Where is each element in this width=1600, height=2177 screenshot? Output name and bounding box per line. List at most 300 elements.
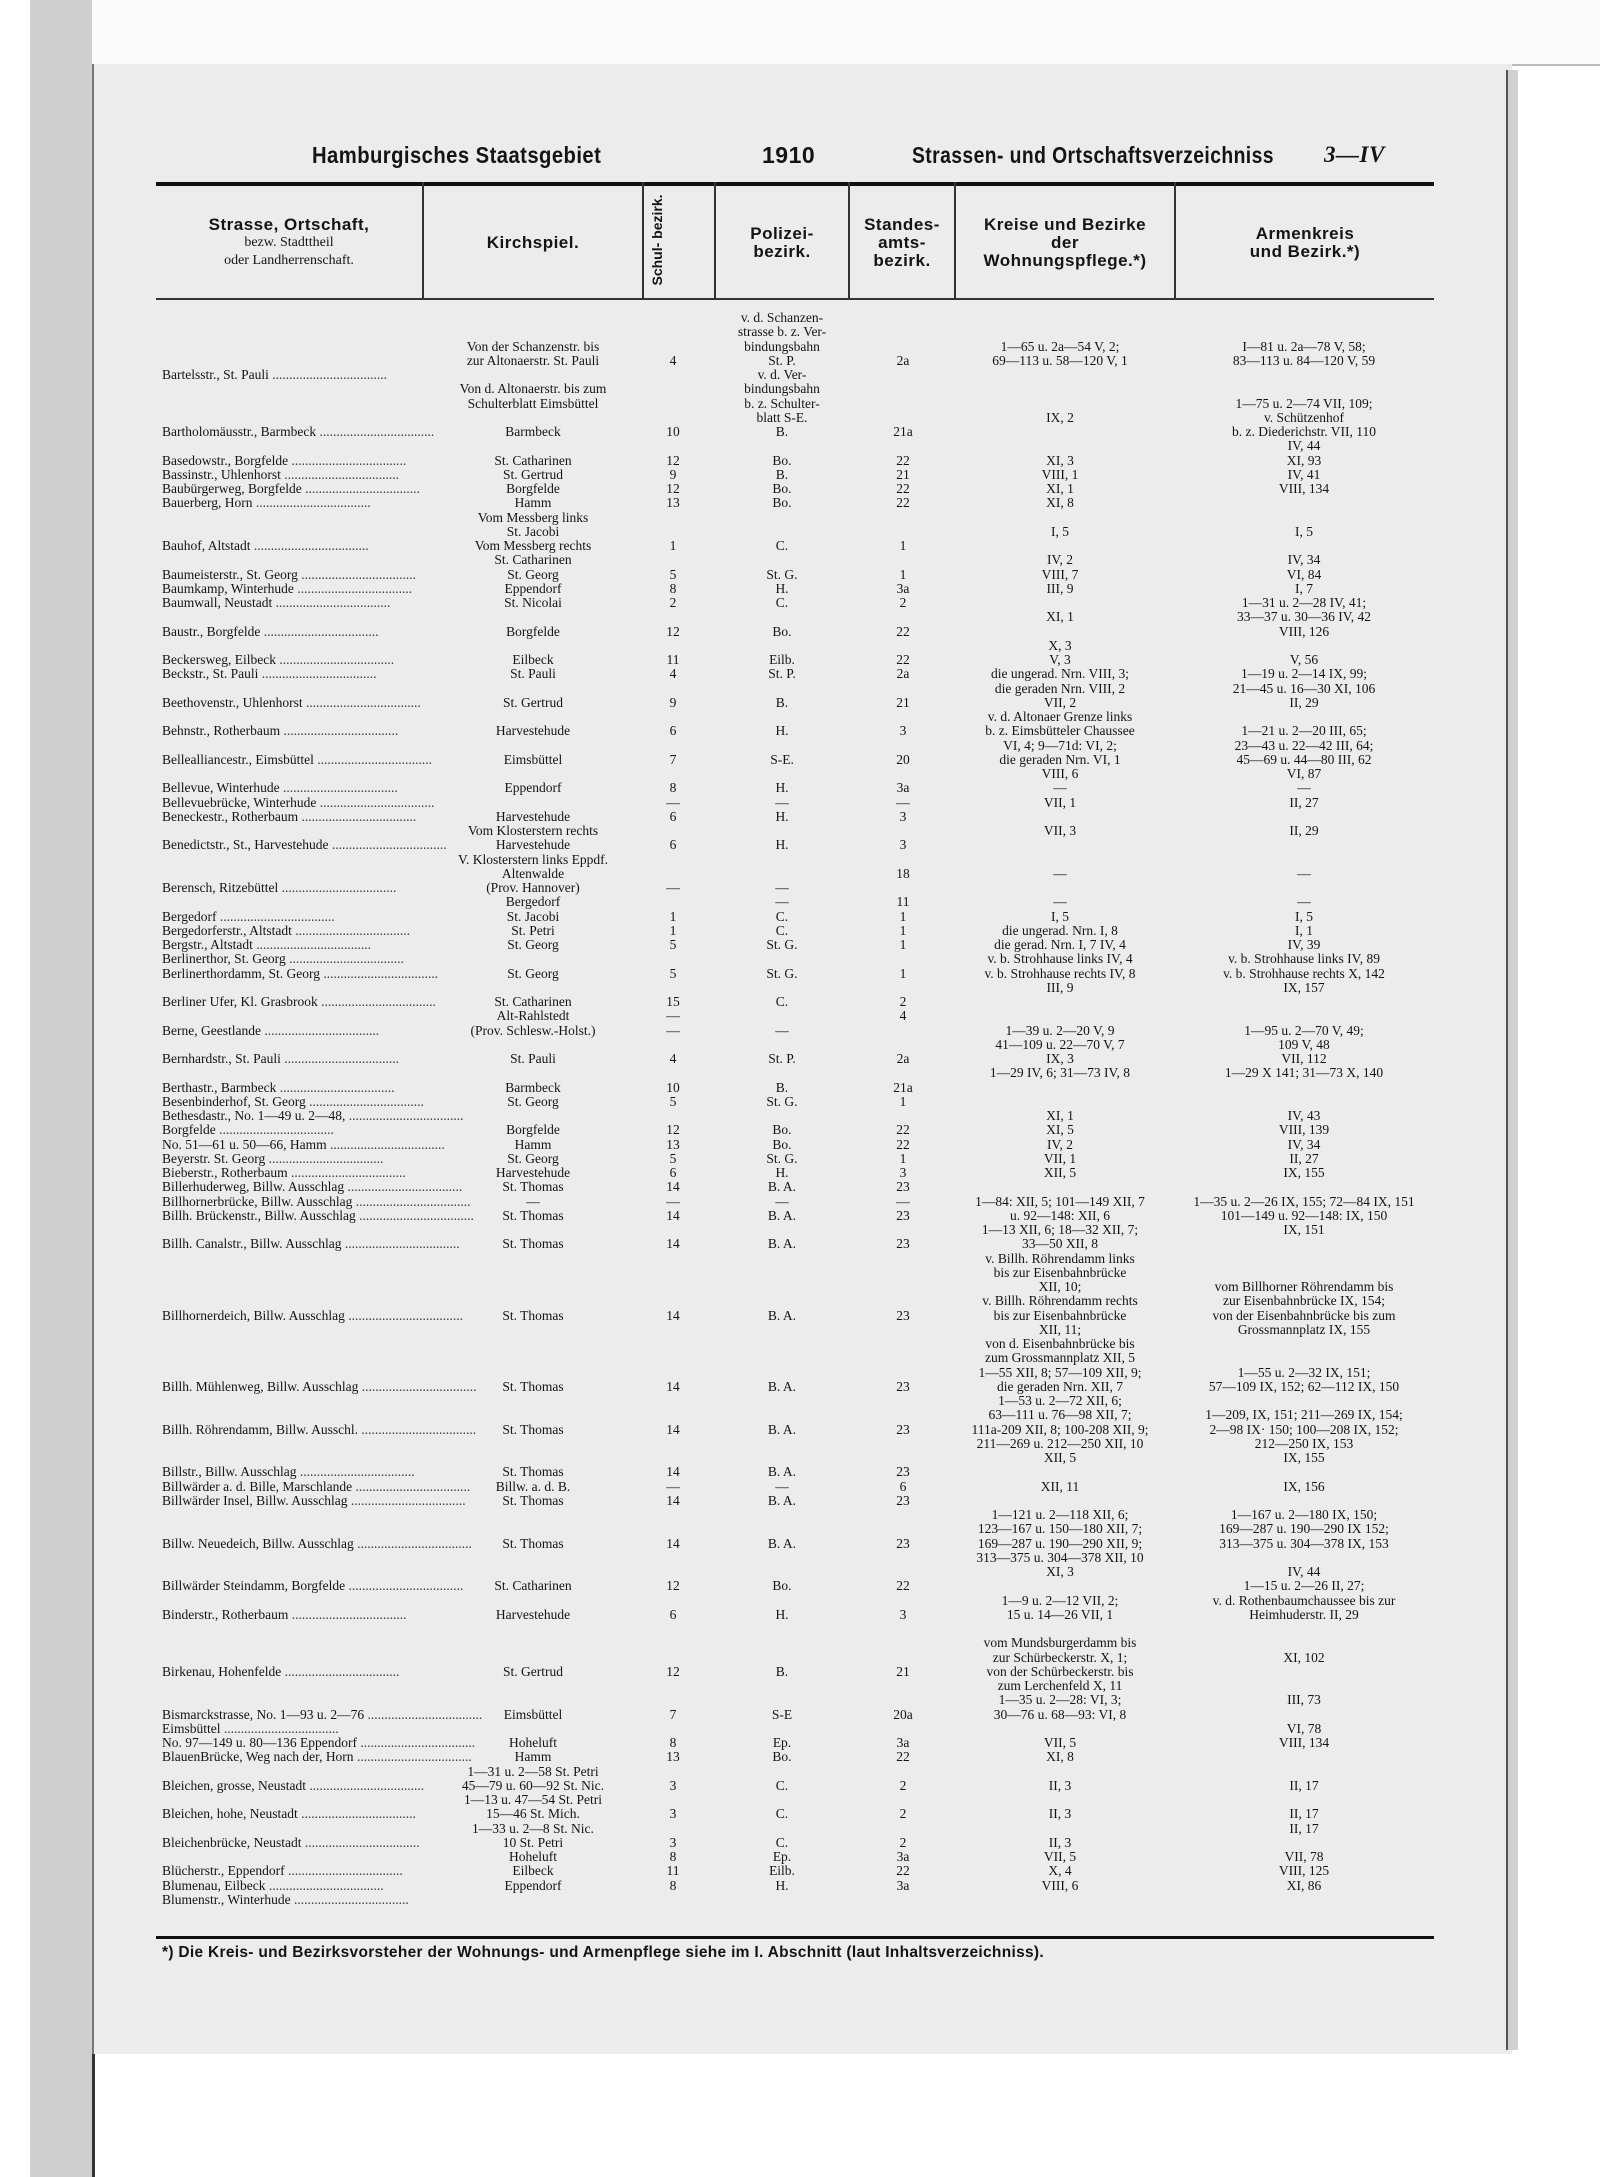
cell-wohnungspflege: — bbox=[1053, 780, 1067, 796]
cell-street: Baustr., Borgfelde .................................. bbox=[162, 623, 379, 639]
cell-wohnungspflege: v. b. Strohhause links IV, 4 bbox=[987, 951, 1133, 967]
col-schul-title: Schul- bezirk. bbox=[649, 194, 665, 286]
cell-schulbezirk: 10 bbox=[666, 1079, 680, 1095]
cell-wohnungspflege: XI, 3 bbox=[1046, 1564, 1074, 1579]
col-kirchspiel-title: Kirchspiel. bbox=[486, 233, 580, 252]
cell-wohnungspflege: 1—55 XII, 8; 57—109 XII, 9; bbox=[978, 1364, 1142, 1380]
cell-wohnungspflege: u. 92—148: XII, 6 bbox=[1009, 1207, 1111, 1223]
cell-standesamt: 23 bbox=[896, 1421, 910, 1437]
cell-polizeibezirk: H. bbox=[775, 580, 789, 596]
cell-wohnungspflege: die geraden Nrn. VI, 1 bbox=[999, 751, 1121, 767]
cell-kirchspiel: St. Thomas bbox=[502, 1307, 564, 1323]
cell-standesamt: 22 bbox=[896, 1578, 910, 1594]
cell-kirchspiel: Vom Klosterstern rechts bbox=[467, 823, 599, 838]
cell-armenkreis: 1—29 X 141; 31—73 X, 140 bbox=[1224, 1065, 1384, 1081]
cell-polizeibezirk: Bo. bbox=[772, 1578, 792, 1594]
cell-schulbezirk: 2 bbox=[669, 595, 677, 610]
cell-kirchspiel: St. Jacobi bbox=[506, 908, 560, 924]
cell-wohnungspflege: XII, 10; bbox=[1038, 1279, 1082, 1294]
col-divider bbox=[422, 182, 424, 298]
cell-standesamt: 23 bbox=[896, 1179, 910, 1195]
cell-armenkreis: II, 27 bbox=[1289, 794, 1319, 810]
cell-wohnungspflege: 63—111 u. 76—98 XII, 7; bbox=[988, 1407, 1132, 1423]
cell-wohnungspflege: XI, 1 bbox=[1046, 609, 1074, 625]
leader-dots: .................................. bbox=[252, 937, 372, 952]
cell-wohnungspflege: von der Schürbeckerstr. bis bbox=[986, 1663, 1134, 1679]
cell-street: Bleichen, grosse, Neustadt .................................. bbox=[162, 1777, 425, 1793]
leader-dots: .................................. bbox=[220, 1720, 339, 1736]
cell-standesamt: 23 bbox=[896, 1464, 910, 1480]
leader-dots: .................................. bbox=[288, 1606, 407, 1622]
cell-kirchspiel: St. Pauli bbox=[510, 666, 556, 682]
cell-street: Benedictstr., St., Harvestehude .................................. bbox=[162, 837, 447, 853]
cell-polizeibezirk: C. bbox=[775, 595, 789, 610]
cell-standesamt: 4 bbox=[899, 1008, 907, 1024]
cell-kirchspiel: St. Petri bbox=[511, 922, 555, 938]
cell-wohnungspflege: IX, 3 bbox=[1046, 1051, 1074, 1066]
cell-schulbezirk: 12 bbox=[666, 452, 680, 468]
cell-schulbezirk: 3 bbox=[669, 1777, 677, 1793]
cell-kirchspiel: St. Catharinen bbox=[494, 552, 572, 568]
col-armen-line1: Armenkreis bbox=[1255, 224, 1355, 243]
header-left-title: Hamburgisches Staatsgebiet bbox=[312, 142, 602, 168]
cell-armenkreis: II, 29 bbox=[1289, 823, 1319, 838]
cell-wohnungspflege: VIII, 6 bbox=[1041, 766, 1079, 781]
cell-schulbezirk: 14 bbox=[666, 1207, 680, 1223]
cell-kirchspiel: St. Thomas bbox=[502, 1236, 564, 1252]
cell-polizeibezirk: S-E bbox=[771, 1706, 793, 1722]
scan-margin-top bbox=[92, 0, 1600, 66]
cell-kirchspiel: St. Georg bbox=[507, 965, 559, 981]
cell-kirchspiel: St. Georg bbox=[507, 1093, 559, 1109]
cell-schulbezirk: — bbox=[666, 880, 680, 895]
cell-wohnungspflege: 41—109 u. 22—70 V, 7 bbox=[995, 1036, 1125, 1052]
cell-street: Bauhof, Altstadt .................................. bbox=[162, 538, 369, 553]
col-header-street bbox=[156, 188, 422, 298]
cell-armenkreis: VIII, 125 bbox=[1278, 1863, 1330, 1879]
cell-street: Billw. Neuedeich, Billw. Ausschlag .................................. bbox=[162, 1535, 472, 1551]
col-header-kreise bbox=[956, 188, 1174, 298]
cell-wohnungspflege: vom Mundsburgerdamm bis bbox=[983, 1635, 1137, 1651]
cell-wohnungspflege: 1—65 u. 2a—54 V, 2; bbox=[1000, 338, 1120, 354]
cell-armenkreis: VIII, 134 bbox=[1278, 1735, 1330, 1750]
cell-wohnungspflege: II, 3 bbox=[1048, 1834, 1072, 1850]
leader-dots: .................................. bbox=[265, 1877, 384, 1893]
cell-armenkreis: b. z. Diederichstr. VII, 110 bbox=[1232, 424, 1376, 439]
cell-schulbezirk: 14 bbox=[666, 1236, 680, 1252]
cell-wohnungspflege: XI, 8 bbox=[1046, 495, 1074, 511]
cell-armenkreis: — bbox=[1297, 780, 1311, 796]
cell-wohnungspflege: 1—121 u. 2—118 XII, 6; bbox=[991, 1507, 1129, 1522]
cell-schulbezirk: 14 bbox=[666, 1421, 680, 1437]
cell-wohnungspflege: XI, 5 bbox=[1046, 1122, 1074, 1138]
cell-schulbezirk: — bbox=[666, 794, 680, 810]
cell-street: Billh. Brückenstr., Billw. Ausschlag .................................. bbox=[162, 1207, 474, 1223]
leader-dots: .................................. bbox=[285, 951, 404, 967]
cell-polizeibezirk: St. G. bbox=[766, 566, 798, 582]
cell-kirchspiel: Von d. Altonaerstr. bis zum bbox=[459, 381, 607, 397]
cell-standesamt: 3 bbox=[899, 723, 907, 739]
cell-polizeibezirk: C. bbox=[775, 1806, 789, 1822]
cell-armenkreis: V, 56 bbox=[1289, 652, 1319, 667]
cell-kirchspiel: Harvestehude bbox=[495, 1606, 571, 1622]
cell-schulbezirk: — bbox=[666, 1193, 680, 1209]
cell-schulbezirk: 12 bbox=[666, 1122, 680, 1138]
cell-standesamt: 2 bbox=[899, 1834, 907, 1850]
leader-dots: .................................. bbox=[353, 1749, 472, 1765]
cell-armenkreis: 33—37 u. 30—36 IV, 42 bbox=[1236, 609, 1371, 625]
cell-standesamt: 22 bbox=[896, 1749, 910, 1765]
cell-polizeibezirk: — bbox=[775, 1193, 789, 1209]
cell-standesamt: 21a bbox=[893, 424, 913, 439]
cell-street: Billstr., Billw. Ausschlag .................................. bbox=[162, 1464, 415, 1480]
cell-wohnungspflege: I, 5 bbox=[1051, 523, 1069, 539]
cell-street: Billwärder Insel, Billw. Ausschlag .................................. bbox=[162, 1492, 466, 1508]
cell-wohnungspflege: X, 4 bbox=[1048, 1863, 1072, 1879]
cell-armenkreis: IV, 34 bbox=[1287, 552, 1321, 568]
cell-polizeibezirk: Bo. bbox=[772, 481, 792, 496]
cell-armenkreis: Grossmannplatz IX, 155 bbox=[1237, 1321, 1371, 1337]
cell-polizeibezirk: v. d. Ver- bbox=[757, 367, 807, 382]
leader-dots: .................................. bbox=[358, 1421, 477, 1437]
cell-street: Borgfelde .................................. bbox=[162, 1122, 334, 1138]
cell-armenkreis: vom Billhorner Röhrendamm bis bbox=[1214, 1279, 1394, 1294]
cell-armenkreis: 1—167 u. 2—180 IX, 150; bbox=[1230, 1507, 1378, 1522]
cell-street: Baumeisterstr., St. Georg .................................. bbox=[162, 566, 416, 582]
cell-standesamt: 3a bbox=[896, 1877, 910, 1893]
cell-polizeibezirk: — bbox=[775, 1478, 789, 1494]
cell-armenkreis: 169—287 u. 190—290 IX 152; bbox=[1219, 1521, 1389, 1537]
cell-kirchspiel: St. Nicolai bbox=[504, 595, 562, 610]
cell-armenkreis: IX, 157 bbox=[1283, 979, 1325, 995]
cell-kirchspiel: Eppendorf bbox=[504, 580, 562, 596]
cell-polizeibezirk: strasse b. z. Ver- bbox=[737, 324, 827, 340]
cell-polizeibezirk: Bo. bbox=[772, 1136, 792, 1152]
cell-schulbezirk: 14 bbox=[666, 1535, 680, 1551]
cell-schulbezirk: 4 bbox=[669, 1051, 677, 1066]
cell-street: Birkenau, Hohenfelde .................................. bbox=[162, 1663, 400, 1679]
cell-kirchspiel: St. Jacobi bbox=[506, 523, 560, 539]
cell-street: Baumkamp, Winterhude .................................. bbox=[162, 580, 413, 596]
leader-dots: .................................. bbox=[341, 1236, 460, 1252]
cell-wohnungspflege: 211—269 u. 212—250 XII, 10 bbox=[976, 1435, 1144, 1451]
cell-wohnungspflege: VII, 1 bbox=[1043, 1150, 1077, 1166]
cell-kirchspiel: Harvestehude bbox=[495, 1165, 571, 1180]
cell-armenkreis: 1—55 u. 2—32 IX, 151; bbox=[1237, 1364, 1371, 1380]
cell-street: Bellealliancestr., Eimsbüttel .................................. bbox=[162, 751, 432, 767]
cell-polizeibezirk: v. d. Schanzen- bbox=[740, 310, 824, 325]
cell-wohnungspflege: die geraden Nrn. XII, 7 bbox=[997, 1378, 1123, 1394]
cell-standesamt: 3 bbox=[899, 1606, 907, 1622]
cell-polizeibezirk: H. bbox=[775, 808, 789, 824]
leader-dots: .................................. bbox=[275, 652, 395, 667]
leader-dots: .................................. bbox=[316, 424, 435, 439]
cell-schulbezirk: 14 bbox=[666, 1464, 680, 1480]
cell-street: Blumenstr., Winterhude .................................. bbox=[162, 1891, 409, 1907]
cell-armenkreis: 57—109 IX, 152; 62—112 IX, 150 bbox=[1208, 1378, 1400, 1394]
leader-dots: .................................. bbox=[326, 1136, 445, 1152]
cell-kirchspiel: 10 St. Petri bbox=[502, 1834, 564, 1850]
leader-dots: .................................. bbox=[250, 538, 369, 553]
cell-polizeibezirk: B. bbox=[775, 424, 789, 439]
page-header bbox=[222, 142, 1432, 182]
leader-dots: .................................. bbox=[296, 1464, 415, 1480]
cell-street: Bergstr., Altstadt .................................. bbox=[162, 937, 372, 952]
cell-wohnungspflege: XII, 11 bbox=[1040, 1478, 1080, 1494]
cell-schulbezirk: 9 bbox=[669, 466, 677, 482]
cell-street: Bergedorferstr., Altstadt .................................. bbox=[162, 922, 410, 938]
cell-street: Bellevue, Winterhude .................................. bbox=[162, 780, 398, 796]
cell-polizeibezirk: Bo. bbox=[772, 495, 792, 511]
cell-wohnungspflege: zum Grossmannplatz XII, 5 bbox=[985, 1350, 1135, 1366]
cell-polizeibezirk: Bo. bbox=[772, 1122, 792, 1138]
leader-dots: .................................. bbox=[260, 1022, 380, 1038]
cell-wohnungspflege: 1—13 XII, 6; 18—32 XII, 7; bbox=[981, 1222, 1139, 1237]
cell-wohnungspflege: XII, 11; bbox=[1038, 1321, 1082, 1337]
cell-kirchspiel: — bbox=[526, 1193, 540, 1209]
cell-street: Behnstr., Rotherbaum .................................. bbox=[162, 723, 399, 739]
cell-street: Berlinerthordamm, St. Georg .................................. bbox=[162, 965, 439, 981]
cell-kirchspiel: St. Thomas bbox=[502, 1378, 564, 1394]
col-street-sub2: oder Landherrenschaft. bbox=[224, 253, 354, 268]
cell-wohnungspflege: von d. Eisenbahnbrücke bis bbox=[985, 1336, 1135, 1351]
cell-street: Bethesdastr., No. 1—49 u. 2—48, .................................. bbox=[162, 1108, 464, 1123]
cell-kirchspiel: Altenwalde bbox=[501, 865, 565, 881]
cell-street: Bleichen, hohe, Neustadt .................................. bbox=[162, 1806, 416, 1822]
leader-dots: .................................. bbox=[280, 723, 399, 739]
col-polizei-line1: Polizei- bbox=[750, 224, 814, 243]
cell-standesamt: 22 bbox=[896, 623, 910, 639]
cell-kirchspiel: 45—79 u. 60—92 St. Nic. bbox=[461, 1777, 605, 1793]
cell-armenkreis: 21—45 u. 16—30 XI, 106 bbox=[1232, 680, 1376, 696]
cell-street: Bernhardstr., St. Pauli .................................. bbox=[162, 1051, 399, 1066]
cell-armenkreis: 313—375 u. 304—378 IX, 153 bbox=[1219, 1535, 1389, 1551]
cell-wohnungspflege: VIII, 6 bbox=[1041, 1877, 1079, 1893]
cell-polizeibezirk: B. A. bbox=[767, 1307, 797, 1323]
cell-street: No. 51—61 u. 50—66, Hamm .................................. bbox=[162, 1136, 445, 1152]
cell-armenkreis: — bbox=[1297, 894, 1311, 910]
cell-street: Blumenau, Eilbeck .................................. bbox=[162, 1877, 384, 1893]
cell-schulbezirk: 6 bbox=[669, 1165, 677, 1180]
cell-polizeibezirk: bindungsbahn bbox=[744, 381, 820, 397]
cell-armenkreis: 1—31 u. 2—28 IV, 41; bbox=[1241, 595, 1367, 610]
cell-armenkreis: VI, 78 bbox=[1286, 1720, 1322, 1736]
cell-wohnungspflege: 69—113 u. 58—120 V, 1 bbox=[992, 352, 1128, 368]
cell-standesamt: 1 bbox=[899, 965, 907, 981]
col-divider bbox=[848, 182, 850, 298]
cell-polizeibezirk: b. z. Schulter- bbox=[744, 395, 820, 411]
cell-polizeibezirk: B. bbox=[775, 1663, 789, 1679]
cell-wohnungspflege: die ungerad. Nrn. I, 8 bbox=[1002, 922, 1118, 938]
leader-dots: .................................. bbox=[298, 808, 417, 824]
leader-dots: .................................. bbox=[316, 794, 435, 810]
cell-polizeibezirk: B. bbox=[775, 466, 789, 482]
cell-street: Bleichenbrücke, Neustadt .................................. bbox=[162, 1834, 420, 1850]
cell-kirchspiel: St. Catharinen bbox=[494, 452, 572, 468]
cell-wohnungspflege: XII, 5 bbox=[1043, 1450, 1077, 1465]
leader-dots: .................................. bbox=[313, 751, 432, 767]
cell-armenkreis: 45—69 u. 44—80 III, 62 bbox=[1236, 751, 1372, 767]
leader-dots: .................................. bbox=[265, 1150, 384, 1166]
cell-wohnungspflege: 169—287 u. 190—290 XII, 9; bbox=[977, 1535, 1143, 1551]
cell-street: Berlinerthor, St. Georg .................................. bbox=[162, 951, 404, 967]
cell-armenkreis: VIII, 126 bbox=[1278, 623, 1330, 639]
cell-wohnungspflege: 313—375 u. 304—378 XII, 10 bbox=[976, 1549, 1144, 1565]
cell-polizeibezirk: — bbox=[775, 794, 789, 810]
cell-polizeibezirk: C. bbox=[775, 1834, 789, 1850]
cell-kirchspiel: Hamm bbox=[514, 1136, 552, 1152]
cell-standesamt: 2a bbox=[896, 352, 910, 368]
leader-dots: .................................. bbox=[280, 466, 400, 482]
cell-wohnungspflege: V, 3 bbox=[1049, 652, 1071, 667]
leader-dots: .................................. bbox=[356, 1735, 476, 1750]
cell-standesamt: 23 bbox=[896, 1307, 910, 1323]
cell-armenkreis: 2—98 IX· 150; 100—208 IX, 152; bbox=[1209, 1421, 1399, 1437]
leader-dots: .................................. bbox=[260, 623, 379, 639]
cell-schulbezirk: 3 bbox=[669, 1834, 677, 1850]
cell-kirchspiel: Borgfelde bbox=[506, 481, 560, 496]
cell-street: Bismarckstrasse, No. 1—93 u. 2—76 .................................. bbox=[162, 1706, 483, 1722]
cell-polizeibezirk: blatt S-E. bbox=[756, 409, 808, 425]
cell-standesamt: 18 bbox=[896, 865, 910, 881]
cell-polizeibezirk: — bbox=[775, 894, 789, 910]
cell-polizeibezirk: B. A. bbox=[767, 1378, 797, 1394]
cell-standesamt: 11 bbox=[896, 894, 910, 910]
leader-dots: .................................. bbox=[358, 1378, 477, 1394]
cell-polizeibezirk: B. A. bbox=[767, 1535, 797, 1551]
col-polizei-line2: bezirk. bbox=[753, 242, 811, 261]
cell-street: Billwärder Steindamm, Borgfelde .................................. bbox=[162, 1578, 464, 1594]
cell-standesamt: 23 bbox=[896, 1535, 910, 1551]
cell-wohnungspflege: VIII, 1 bbox=[1041, 466, 1079, 482]
cell-standesamt: 6 bbox=[899, 1478, 907, 1494]
header-year: 1910 bbox=[762, 142, 816, 168]
cell-kirchspiel: 1—31 u. 2—58 St. Petri bbox=[467, 1763, 599, 1779]
col-divider bbox=[642, 182, 644, 298]
leader-dots: .................................. bbox=[352, 1193, 471, 1209]
cell-kirchspiel: Eppendorf bbox=[504, 780, 562, 796]
col-header-standesamt bbox=[850, 188, 954, 298]
cell-wohnungspflege: 1—35 u. 2—28: VI, 3; bbox=[998, 1692, 1122, 1708]
cell-schulbezirk: 6 bbox=[669, 837, 677, 853]
cell-schulbezirk: 13 bbox=[666, 495, 680, 511]
cell-standesamt: 21 bbox=[896, 1663, 910, 1679]
cell-armenkreis: v. b. Strohhause links IV, 89 bbox=[1228, 951, 1380, 967]
cell-armenkreis: I, 7 bbox=[1295, 580, 1313, 596]
cell-polizeibezirk: St. G. bbox=[766, 1093, 798, 1109]
cell-wohnungspflege: III, 9 bbox=[1046, 979, 1074, 995]
cell-polizeibezirk: H. bbox=[775, 1606, 789, 1622]
cell-kirchspiel: St. Gertrud bbox=[503, 1663, 563, 1679]
cell-armenkreis: v. Schützenhof bbox=[1263, 409, 1345, 425]
cell-armenkreis: I, 1 bbox=[1295, 922, 1313, 938]
cell-armenkreis: IV, 44 bbox=[1287, 438, 1321, 454]
cell-standesamt: 1 bbox=[899, 1093, 907, 1109]
leader-dots: .................................. bbox=[305, 1093, 424, 1109]
cell-schulbezirk: 3 bbox=[669, 1806, 677, 1822]
leader-dots: .................................. bbox=[305, 1777, 425, 1793]
leader-dots: .................................. bbox=[297, 1806, 416, 1822]
cell-street: Bauerberg, Horn .................................. bbox=[162, 495, 371, 511]
cell-street: Binderstr., Rotherbaum .................................. bbox=[162, 1606, 407, 1622]
cell-wohnungspflege: v. Billh. Röhrendamm links bbox=[985, 1250, 1135, 1266]
cell-wohnungspflege: 1—84: XII, 5; 101—149 XII, 7 bbox=[975, 1193, 1145, 1209]
cell-schulbezirk: 1 bbox=[669, 908, 677, 924]
cell-armenkreis: VI, 84 bbox=[1286, 566, 1322, 582]
cell-kirchspiel: 1—33 u. 2—8 St. Nic. bbox=[472, 1820, 594, 1836]
cell-polizeibezirk: St. G. bbox=[766, 965, 798, 981]
cell-schulbezirk: 13 bbox=[666, 1749, 680, 1765]
cell-armenkreis: IX, 156 bbox=[1283, 1478, 1325, 1494]
cell-standesamt: — bbox=[896, 1193, 910, 1209]
page-number: 3—IV bbox=[1324, 142, 1385, 167]
leader-dots: .................................. bbox=[280, 1051, 399, 1066]
leader-dots: .................................. bbox=[215, 1122, 334, 1138]
cell-standesamt: 22 bbox=[896, 452, 910, 468]
cell-wohnungspflege: — bbox=[1053, 865, 1067, 881]
cell-schulbezirk: 7 bbox=[669, 751, 677, 767]
cell-standesamt: 2a bbox=[896, 666, 910, 682]
cell-schulbezirk: 5 bbox=[669, 965, 677, 981]
cell-street: Bieberstr., Rotherbaum .................................. bbox=[162, 1165, 406, 1180]
cell-standesamt: 3a bbox=[896, 1849, 910, 1864]
cell-schulbezirk: 8 bbox=[669, 1735, 677, 1750]
cell-polizeibezirk: Ep. bbox=[772, 1849, 792, 1864]
leader-dots: .................................. bbox=[297, 566, 416, 582]
cell-standesamt: 2 bbox=[899, 1777, 907, 1793]
col-header-kirchspiel bbox=[424, 188, 642, 298]
cell-wohnungspflege: — bbox=[1053, 894, 1067, 910]
cell-armenkreis: I, 5 bbox=[1295, 908, 1313, 924]
cell-wohnungspflege: VII, 3 bbox=[1043, 823, 1077, 838]
cell-wohnungspflege: die geraden Nrn. VIII, 2 bbox=[994, 680, 1126, 696]
leader-dots: .................................. bbox=[287, 1165, 406, 1180]
cell-polizeibezirk: Bo. bbox=[772, 623, 792, 639]
cell-wohnungspflege: VII, 5 bbox=[1043, 1735, 1077, 1750]
cell-schulbezirk: 12 bbox=[666, 1663, 680, 1679]
cell-standesamt: 23 bbox=[896, 1378, 910, 1394]
cell-wohnungspflege: v. b. Strohhause rechts IV, 8 bbox=[984, 965, 1136, 981]
cell-street: Beckersweg, Eilbeck .................................. bbox=[162, 652, 395, 667]
leader-dots: .................................. bbox=[288, 452, 407, 468]
cell-polizeibezirk: St. P. bbox=[768, 352, 796, 368]
cell-polizeibezirk: H. bbox=[775, 1877, 789, 1893]
cell-street: Blücherstr., Eppendorf .................................. bbox=[162, 1863, 403, 1879]
cell-armenkreis: — bbox=[1297, 865, 1311, 881]
col-kreise-line1: Kreise und Bezirke bbox=[983, 215, 1147, 234]
col-divider bbox=[954, 182, 956, 298]
cell-standesamt: 3 bbox=[899, 1165, 907, 1180]
cell-standesamt: 2 bbox=[899, 1806, 907, 1822]
cell-polizeibezirk: B. A. bbox=[767, 1236, 797, 1252]
cell-armenkreis: IV, 39 bbox=[1287, 937, 1321, 952]
cell-kirchspiel: Hoheluft bbox=[509, 1849, 557, 1864]
cell-wohnungspflege: XI, 1 bbox=[1046, 1108, 1074, 1123]
cell-wohnungspflege: VII, 2 bbox=[1043, 694, 1077, 710]
cell-kirchspiel: Eimsbüttel bbox=[503, 751, 563, 767]
cell-street: Basedowstr., Borgfelde .................................. bbox=[162, 452, 407, 468]
cell-polizeibezirk: B. A. bbox=[767, 1421, 797, 1437]
cell-armenkreis: v. d. Rothenbaumchaussee bis zur bbox=[1212, 1592, 1396, 1608]
col-street-title: Strasse, Ortschaft, bbox=[208, 215, 370, 234]
cell-armenkreis: VI, 87 bbox=[1286, 766, 1322, 781]
cell-standesamt: 3a bbox=[896, 580, 910, 596]
cell-polizeibezirk: St. G. bbox=[766, 1150, 798, 1166]
leader-dots: .................................. bbox=[355, 1207, 474, 1223]
col-standes-line2: amts- bbox=[878, 233, 926, 252]
leader-dots: .................................. bbox=[352, 1478, 471, 1494]
cell-standesamt: 3a bbox=[896, 780, 910, 796]
